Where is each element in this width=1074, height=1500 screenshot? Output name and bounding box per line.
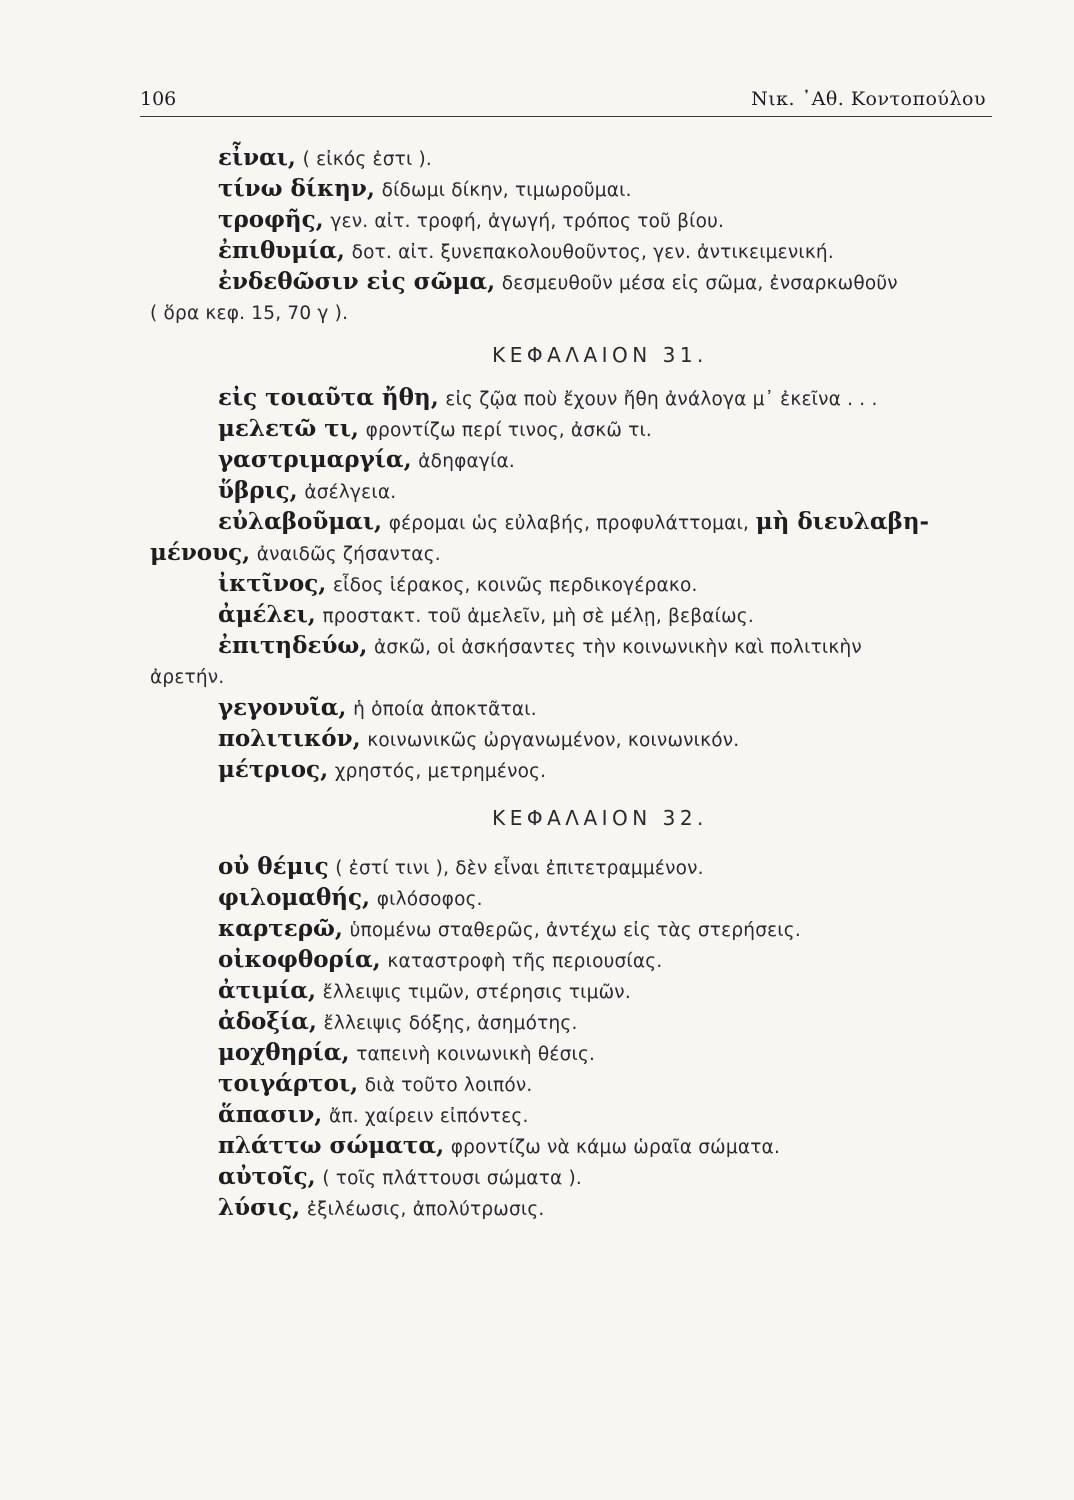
lemma: ἅπασιν, (218, 1101, 323, 1128)
lemma: τοιγάρτοι, (218, 1070, 359, 1097)
list-item (150, 1006, 990, 1037)
lemma: πλάττω σώματα, (218, 1132, 445, 1159)
gloss: ( ἐστί τινι ), δὲν εἶναι ἐπιτετραμμένον. (335, 858, 704, 879)
gloss: εἶδος ἱέρακος, κοινῶς περδικογέρακο. (332, 575, 698, 596)
list-item (150, 382, 990, 413)
lemma: λύσις, (218, 1194, 301, 1221)
lemma: ἀδοξία, (218, 1008, 317, 1035)
lemma: γαστριμαργία, (218, 446, 412, 473)
gloss: φροντίζω νὰ κάμω ὡραῖα σώματα. (450, 1137, 781, 1158)
list-item (150, 1161, 990, 1192)
list-item (150, 413, 990, 444)
lemma: καρτερῶ, (218, 915, 343, 942)
lemma: ἀμέλει, (218, 601, 316, 628)
gloss: προστακτ. τοῦ ἀμελεῖν, μὴ σὲ μέλῃ, βεβαίως. (322, 606, 754, 627)
list-item (150, 1068, 990, 1099)
lemma: ἐπιτηδεύω, (218, 632, 368, 659)
gloss: ἔλλειψις τιμῶν, στέρησις τιμῶν. (322, 982, 631, 1003)
gloss: καταστροφὴ τῆς περιουσίας. (387, 951, 663, 972)
gloss: ἀδηφαγία. (418, 451, 516, 472)
lemma: φιλομαθής, (218, 884, 371, 911)
list-item (150, 851, 990, 882)
gloss: ἀσκῶ, οἱ ἀσκήσαντες τὴν κοινωνικὴν καὶ πολιτικὴν (374, 637, 862, 658)
lemma: μοχθηρία, (218, 1039, 350, 1066)
page-header (140, 86, 992, 117)
list-item-continuation (150, 537, 990, 568)
glossary-content (150, 142, 990, 1223)
lemma: εἶναι, (218, 144, 296, 171)
list-item (150, 173, 990, 204)
lemma: οἰκοφθορία, (218, 946, 381, 973)
gloss: δίδωμι δίκην, τιμωροῦμαι. (381, 180, 632, 201)
list-item (150, 204, 990, 235)
list-item (150, 913, 990, 944)
lemma: τροφῆς, (218, 206, 324, 233)
gloss: ἔλλειψις δόξης, ἀσημότης. (323, 1013, 578, 1034)
list-item (150, 630, 990, 661)
gloss: εἰς ζῷα ποὺ ἔχουν ἤθη ἀνάλογα μ᾿ ἐκεῖνα . . . (445, 389, 878, 410)
list-item (150, 1130, 990, 1161)
list-item (150, 754, 990, 785)
gloss: ἐξιλέωσις, ἀπολύτρωσις. (306, 1199, 545, 1220)
list-item (150, 882, 990, 913)
lemma: ὕβρις, (218, 477, 298, 504)
list-item (150, 1192, 990, 1223)
gloss: ( τοῖς πλάττουσι σώματα ). (322, 1168, 583, 1189)
gloss: χρηστός, μετρημένος. (334, 761, 547, 782)
lemma: ἐπιθυμία, (218, 237, 345, 264)
gloss: ἀσέλγεια. (304, 482, 397, 503)
gloss: φιλόσοφος. (376, 889, 483, 910)
list-item (150, 944, 990, 975)
lemma: μέτριος, (218, 756, 329, 783)
list-item (150, 599, 990, 630)
gloss: ἄπ. χαίρειν εἰπόντες. (328, 1106, 529, 1127)
lemma: τίνω δίκην, (218, 175, 375, 202)
gloss: δεσμευθοῦν μέσα εἰς σῶμα, ἐνσαρκωθοῦν (501, 273, 898, 294)
gloss: κοινωνικῶς ὠργανωμένον, κοινωνικόν. (367, 730, 740, 751)
lemma: οὐ θέμις (218, 853, 329, 880)
list-item-continuation (150, 661, 990, 692)
lemma: ἀτιμία, (218, 977, 316, 1004)
gloss: ταπεινὴ κοινωνικὴ θέσις. (356, 1044, 596, 1065)
gloss: γεν. αἰτ. τροφή, ἀγωγή, τρόπος τοῦ βίου. (330, 211, 725, 232)
lemma: μένους, (150, 539, 251, 566)
lemma: μελετῶ τι, (218, 415, 359, 442)
gloss: ( ὅρα κεφ. 15, 70 γ ). (150, 303, 349, 324)
lemma: μὴ διευλαβη- (755, 508, 930, 535)
gloss: δοτ. αἰτ. ξυνεπακολουθοῦντος, γεν. ἀντικειμενική. (351, 242, 834, 263)
gloss: ἡ ὁποία ἀποκτᾶται. (353, 699, 537, 720)
gloss: ἀρετήν. (150, 667, 225, 688)
gloss: φροντίζω περί τινος, ἀσκῶ τι. (365, 420, 653, 441)
running-head: Νικ. ᾿Αθ. Κοντοπούλου (751, 88, 986, 110)
page-number: 106 (140, 88, 177, 110)
list-item (150, 444, 990, 475)
gloss: ἀναιδῶς ζήσαντας. (256, 544, 441, 565)
gloss: ὑπομένω σταθερῶς, ἀντέχω εἰς τὰς στερήσεις. (349, 920, 801, 941)
lemma: αὐτοῖς, (218, 1163, 316, 1190)
list-item (150, 266, 990, 297)
lemma: ἐνδεθῶσιν εἰς σῶμα, (218, 268, 496, 295)
list-item (150, 506, 990, 537)
list-item (150, 568, 990, 599)
gloss: ( εἰκός ἐστι ). (302, 149, 433, 170)
gloss: διὰ τοῦτο λοιπόν. (364, 1075, 533, 1096)
chapter-heading: ΚΕΦΑΛΑΙΟΝ 31. (492, 343, 708, 367)
list-item (150, 692, 990, 723)
lemma: γεγονυῖα, (218, 694, 347, 721)
list-item (150, 1037, 990, 1068)
chapter-heading: ΚΕΦΑΛΑΙΟΝ 32. (492, 806, 708, 830)
list-item (150, 1099, 990, 1130)
lemma: ἰκτῖνος, (218, 570, 327, 597)
list-item (150, 142, 990, 173)
gloss: φέρομαι ὡς εὐλαβής, προφυλάττομαι, (388, 513, 750, 534)
list-item (150, 235, 990, 266)
list-item (150, 723, 990, 754)
lemma: πολιτικόν, (218, 725, 361, 752)
lemma: εὐλαβοῦμαι, (218, 508, 383, 535)
list-item (150, 975, 990, 1006)
list-item-continuation (150, 297, 990, 328)
lemma: εἰς τοιαῦτα ἤθη, (218, 384, 439, 411)
list-item (150, 475, 990, 506)
